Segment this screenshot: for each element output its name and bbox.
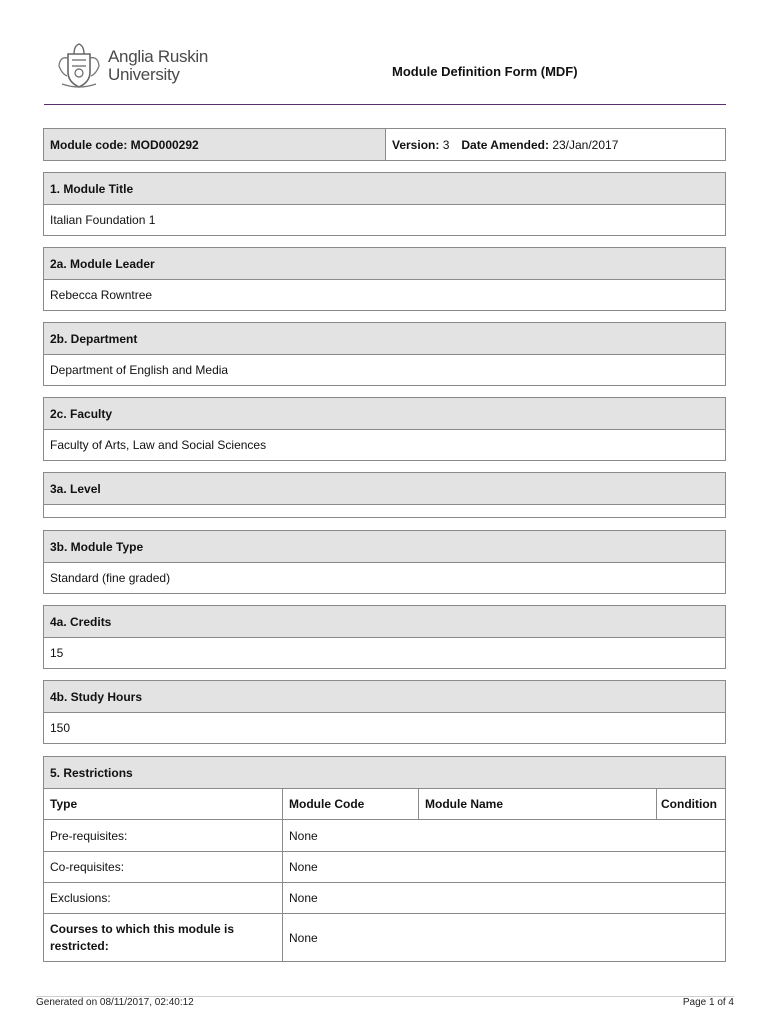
department-section (43, 322, 726, 386)
module-code: Module code: MOD000292 (44, 129, 385, 160)
table-row (44, 851, 725, 882)
page-header (44, 36, 726, 105)
page-number: Page 1 of 4 (682, 997, 734, 1008)
version-label: Version: (392, 137, 440, 152)
credits-section (43, 605, 726, 669)
version-value: 3 (442, 137, 450, 152)
module-type-section (43, 530, 726, 594)
section-value: Rebecca Rowntree (44, 279, 725, 310)
restriction-type: Courses to which this module is restricted: (50, 921, 235, 953)
section-value: 150 (44, 712, 725, 743)
section-label: 3b. Module Type (44, 531, 725, 562)
restrictions-header-row (44, 788, 725, 819)
section-label: 2b. Department (44, 323, 725, 354)
restriction-code: None (282, 852, 725, 882)
section-label: 5. Restrictions (44, 757, 725, 788)
version-date-cell (385, 129, 725, 160)
level-section (43, 472, 726, 518)
column-header: Type (50, 797, 78, 811)
section-label: 2c. Faculty (44, 398, 725, 429)
restriction-type: Pre-requisites: (50, 828, 128, 843)
section-label: 1. Module Title (44, 173, 725, 204)
section-label: 2a. Module Leader (44, 248, 725, 279)
section-value: Standard (fine graded) (44, 562, 725, 593)
module-leader-section (43, 247, 726, 311)
module-code-table (43, 128, 726, 161)
logo-line-1: Anglia Ruskin (108, 47, 209, 66)
section-value: Faculty of Arts, Law and Social Sciences (44, 429, 725, 460)
module-title-section (43, 172, 726, 236)
date-value: 23/Jan/2017 (552, 137, 619, 152)
section-value: Department of English and Media (44, 354, 725, 385)
section-value: 15 (44, 637, 725, 668)
section-label: 3a. Level (44, 473, 725, 504)
page-footer (36, 996, 734, 1008)
restriction-code: None (282, 883, 725, 913)
generated-timestamp: Generated on 08/11/2017, 02:40:12 (36, 997, 194, 1008)
study-hours-section (43, 680, 726, 744)
section-value: Italian Foundation 1 (44, 204, 725, 235)
logo-line-2: University (108, 65, 180, 84)
section-label: 4a. Credits (44, 606, 725, 637)
form-title: Module Definition Form (MDF) (392, 64, 578, 79)
restriction-code: None (282, 820, 725, 851)
table-row (44, 882, 725, 913)
date-label: Date Amended: (461, 137, 549, 152)
restriction-code: None (282, 914, 725, 961)
restrictions-table (43, 756, 726, 962)
restriction-type: Exclusions: (50, 891, 111, 905)
university-logo (56, 40, 209, 92)
column-header: Condition (656, 789, 725, 819)
column-header: Module Code (282, 789, 418, 819)
table-row (44, 819, 725, 851)
faculty-section (43, 397, 726, 461)
section-label: 4b. Study Hours (44, 681, 725, 712)
crest-icon (56, 40, 102, 90)
column-header: Module Name (418, 789, 656, 819)
restriction-type: Co-requisites: (50, 860, 125, 874)
section-value (44, 504, 725, 517)
table-row (44, 913, 725, 961)
